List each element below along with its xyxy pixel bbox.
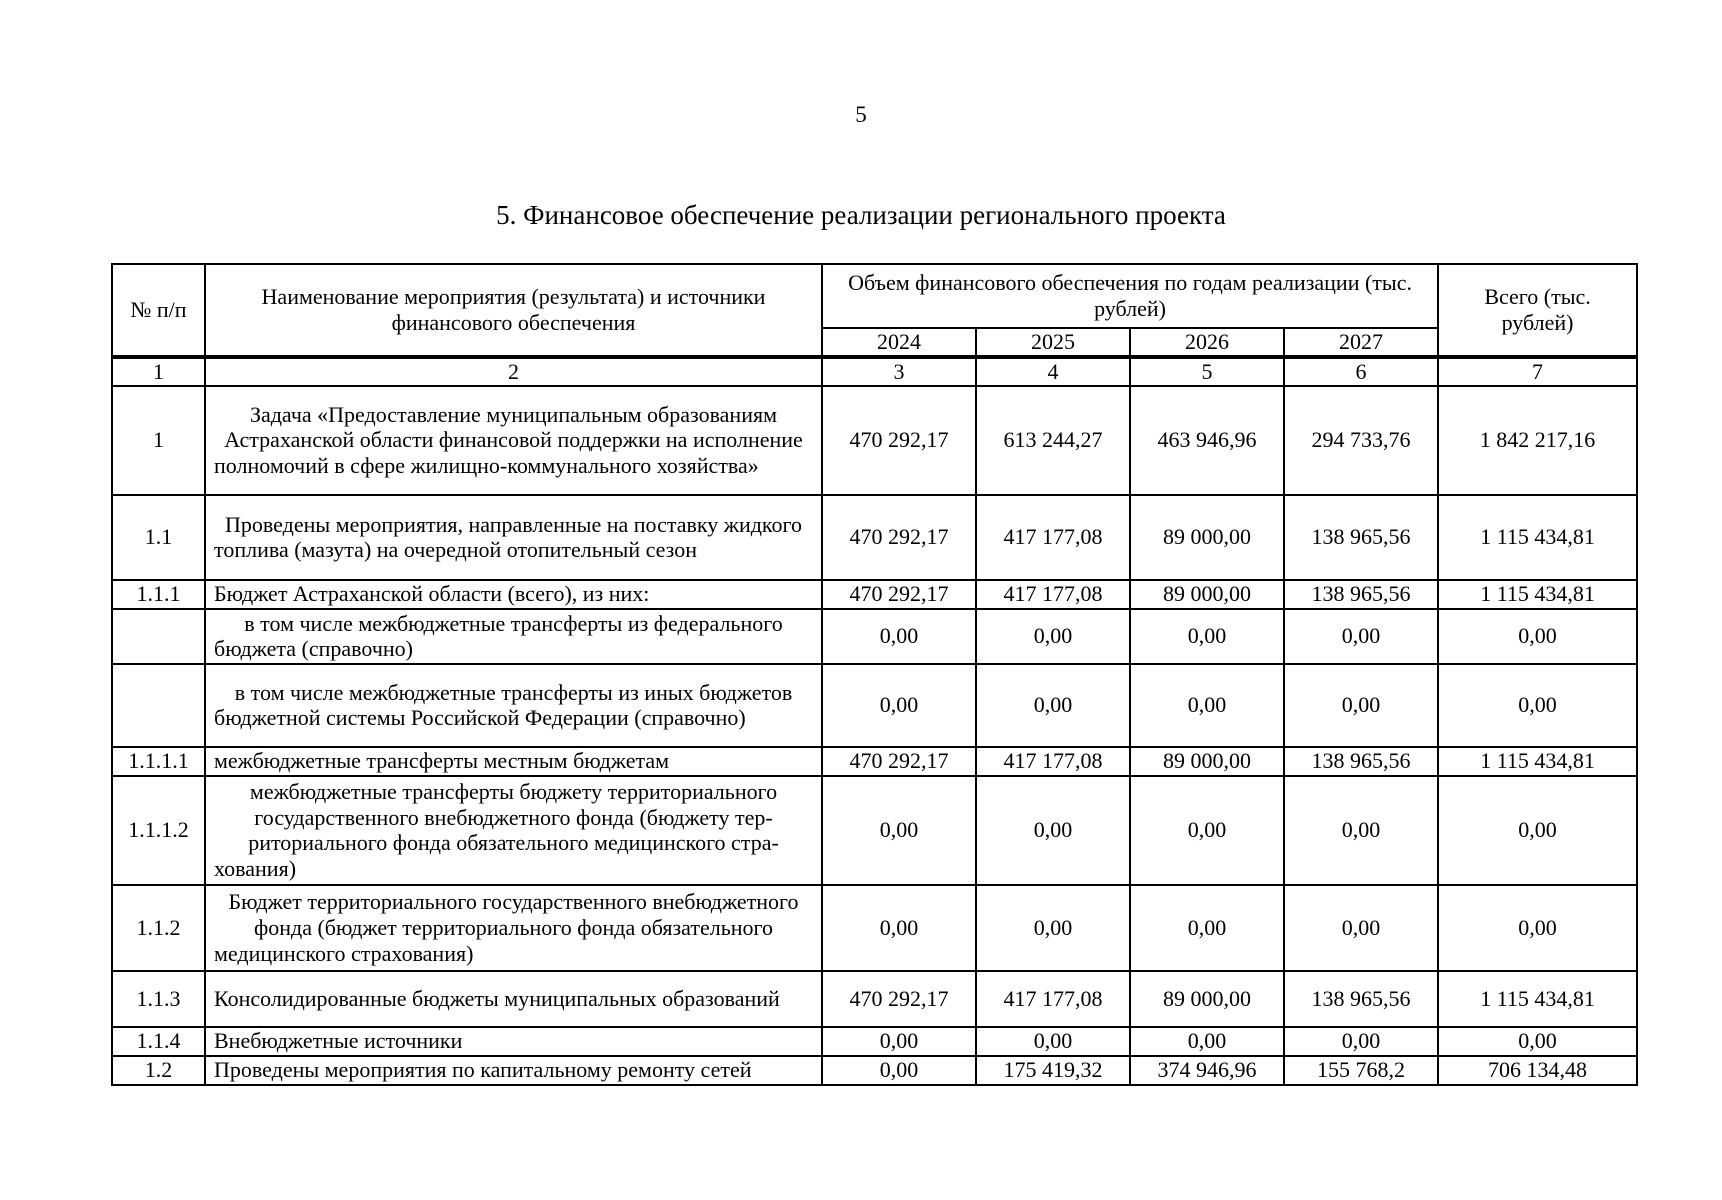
header-year: 2024 — [822, 328, 976, 357]
row-number — [112, 609, 205, 664]
value-total: 1 842 217,16 — [1438, 386, 1637, 495]
row-number: 1.1.1 — [112, 580, 205, 609]
row-number: 1 — [112, 386, 205, 495]
value-2026: 0,00 — [1130, 885, 1284, 971]
value-2024: 0,00 — [822, 885, 976, 971]
value-2025: 0,00 — [976, 609, 1130, 664]
table-row — [112, 664, 1637, 747]
value-2024: 470 292,17 — [822, 971, 976, 1027]
value-2026: 89 000,00 — [1130, 580, 1284, 609]
row-name: Бюджет территориального государственного внебюджетного фонда (бюджет территориального фонда обязательного медицинского страхования) — [205, 885, 822, 971]
table-row — [112, 495, 1637, 580]
row-number: 1.2 — [112, 1056, 205, 1085]
value-2027: 138 965,56 — [1284, 747, 1438, 776]
value-total: 1 115 434,81 — [1438, 971, 1637, 1027]
value-2024: 0,00 — [822, 664, 976, 747]
row-name: Бюджет Астраханской области (всего), из них: — [205, 580, 822, 609]
value-2024: 470 292,17 — [822, 580, 976, 609]
value-2026: 463 946,96 — [1130, 386, 1284, 495]
value-2024: 0,00 — [822, 1027, 976, 1056]
value-total: 1 115 434,81 — [1438, 495, 1637, 580]
row-number: 1.1.2 — [112, 885, 205, 971]
value-2026: 89 000,00 — [1130, 495, 1284, 580]
value-2025: 0,00 — [976, 885, 1130, 971]
value-2026: 89 000,00 — [1130, 747, 1284, 776]
value-2024: 0,00 — [822, 776, 976, 885]
value-total: 1 115 434,81 — [1438, 747, 1637, 776]
value-2025: 0,00 — [976, 664, 1130, 747]
header-year: 2026 — [1130, 328, 1284, 357]
value-2027: 138 965,56 — [1284, 495, 1438, 580]
value-2025: 417 177,08 — [976, 580, 1130, 609]
value-2024: 470 292,17 — [822, 495, 976, 580]
value-2026: 374 946,96 — [1130, 1056, 1284, 1085]
header-year: 2025 — [976, 328, 1130, 357]
value-2026: 0,00 — [1130, 1027, 1284, 1056]
value-2026: 89 000,00 — [1130, 971, 1284, 1027]
row-name: в том числе межбюджетные трансферты из федерального бюджета (справочно) — [205, 609, 822, 664]
row-number: 1.1.1.1 — [112, 747, 205, 776]
row-name: в том числе межбюджетные трансферты из иных бюджетов бюджетной системы Российской Федерации (справочно) — [205, 664, 822, 747]
value-total: 0,00 — [1438, 885, 1637, 971]
row-name: Проведены мероприятия по капитальному ремонту сетей — [205, 1056, 822, 1085]
row-number: 1.1.1.2 — [112, 776, 205, 885]
value-2024: 0,00 — [822, 1056, 976, 1085]
header-volume: Объем финансового обеспечения по годам реализации (тыс. рублей) — [822, 264, 1438, 328]
value-2024: 470 292,17 — [822, 747, 976, 776]
row-number: 1.1 — [112, 495, 205, 580]
value-2025: 0,00 — [976, 776, 1130, 885]
value-2025: 417 177,08 — [976, 747, 1130, 776]
page-number: 5 — [855, 102, 867, 127]
value-2026: 0,00 — [1130, 776, 1284, 885]
header-year: 2027 — [1284, 328, 1438, 357]
table-row — [112, 580, 1637, 609]
table-row — [112, 747, 1637, 776]
value-2027: 0,00 — [1284, 609, 1438, 664]
value-2027: 0,00 — [1284, 664, 1438, 747]
column-number: 6 — [1284, 357, 1438, 386]
table-row — [112, 971, 1637, 1027]
value-2027: 0,00 — [1284, 885, 1438, 971]
table-row — [112, 1056, 1637, 1085]
value-total: 0,00 — [1438, 776, 1637, 885]
value-2025: 613 244,27 — [976, 386, 1130, 495]
row-name: межбюджетные трансферты бюджету территориального государственного внебюджетного фонда (бюджету территориального фонда обязательного медицинского страхования) — [205, 776, 822, 885]
column-number: 5 — [1130, 357, 1284, 386]
value-total: 0,00 — [1438, 1027, 1637, 1056]
table-row — [112, 776, 1637, 885]
section-title: 5. Финансовое обеспечение реализации регионального проекта — [496, 200, 1226, 230]
value-2027: 294 733,76 — [1284, 386, 1438, 495]
value-2024: 470 292,17 — [822, 386, 976, 495]
value-total: 0,00 — [1438, 609, 1637, 664]
value-2026: 0,00 — [1130, 664, 1284, 747]
table-row — [112, 609, 1637, 664]
value-2026: 0,00 — [1130, 609, 1284, 664]
row-name: Консолидированные бюджеты муниципальных образований — [205, 971, 822, 1027]
value-2027: 0,00 — [1284, 1027, 1438, 1056]
value-2025: 175 419,32 — [976, 1056, 1130, 1085]
value-2027: 138 965,56 — [1284, 971, 1438, 1027]
value-total: 0,00 — [1438, 664, 1637, 747]
value-2027: 155 768,2 — [1284, 1056, 1438, 1085]
row-number: 1.1.4 — [112, 1027, 205, 1056]
column-number: 4 — [976, 357, 1130, 386]
row-name: Проведены мероприятия, направленные на поставку жидкого топлива (мазута) на очередной отопительный сезон — [205, 495, 822, 580]
value-2025: 417 177,08 — [976, 495, 1130, 580]
value-total: 1 115 434,81 — [1438, 580, 1637, 609]
row-name: Задача «Предоставление муниципальным образованиям Астраханской области финансовой поддержки на исполнение полномочий в сфере жилищно-коммунального хозяйства» — [205, 386, 822, 495]
value-2027: 0,00 — [1284, 776, 1438, 885]
table-row — [112, 885, 1637, 971]
row-number — [112, 664, 205, 747]
table-row — [112, 386, 1637, 495]
column-number: 2 — [205, 357, 822, 386]
value-2027: 138 965,56 — [1284, 580, 1438, 609]
header-name: Наименование мероприятия (результата) и источники финансового обеспечения — [205, 264, 822, 357]
row-name: межбюджетные трансферты местным бюджетам — [205, 747, 822, 776]
column-number: 3 — [822, 357, 976, 386]
value-total: 706 134,48 — [1438, 1056, 1637, 1085]
row-number: 1.1.3 — [112, 971, 205, 1027]
row-name: Внебюджетные источники — [205, 1027, 822, 1056]
financing-table — [111, 263, 1638, 1086]
table-row — [112, 1027, 1637, 1056]
header-num: № п/п — [112, 264, 205, 357]
column-number: 7 — [1438, 357, 1637, 386]
value-2025: 417 177,08 — [976, 971, 1130, 1027]
header-row — [112, 264, 1637, 328]
column-number: 1 — [112, 357, 205, 386]
value-2024: 0,00 — [822, 609, 976, 664]
header-total: Всего (тыс. рублей) — [1438, 264, 1637, 357]
value-2025: 0,00 — [976, 1027, 1130, 1056]
column-number-row — [112, 357, 1637, 386]
